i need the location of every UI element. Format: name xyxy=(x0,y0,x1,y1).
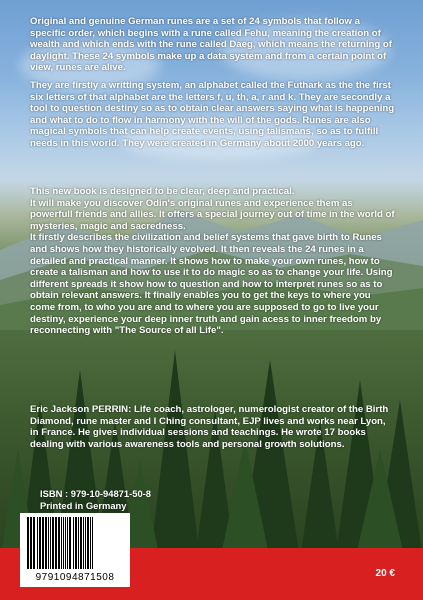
barcode-bar xyxy=(30,517,32,569)
barcode-bar xyxy=(90,517,91,569)
barcode-bar xyxy=(33,517,35,569)
rune-introduction xyxy=(30,16,395,156)
barcode-bar xyxy=(83,517,84,569)
barcode-bar xyxy=(45,517,47,569)
barcode-bar xyxy=(58,517,60,569)
intro-paragraph-2: They are firstly a writting system, an alphabet called the Futhark as the the first six letters of that alphabet are the letters f, u, th, a, r and k. They are secondly a tool to question destiny so as to obtain clear answers saying what is happening and what to do to flow in harmony with the will of the gods. Runes are also magical symbols that can help create events, using talismans, so as to fulfill needs in this world. They were created in Germany about 2000 years ago. xyxy=(30,79,395,149)
barcode-bar xyxy=(75,517,77,569)
intro-paragraph-1: Original and genuine German runes are a set of 24 symbols that follow a specific order, which begins with a rune called Fehu, meaning the creation of wealth and which ends with the rune called Daeg, which means the returning of daylight. These 24 symbols make up a data system and from a certain point of view, runes are alive. xyxy=(30,16,392,74)
barcode-bar xyxy=(69,517,71,569)
barcode-bar xyxy=(92,517,93,569)
barcode-bar xyxy=(67,517,68,569)
barcode-bar xyxy=(42,517,44,569)
barcode-bar xyxy=(50,517,51,569)
barcode-bar xyxy=(48,517,49,569)
barcode-bar xyxy=(65,517,66,569)
price: 20 € xyxy=(375,568,395,579)
barcode-number: 9791094871508 xyxy=(35,572,115,583)
barcode-bars xyxy=(25,517,125,569)
barcode-bar xyxy=(52,517,54,569)
book-description xyxy=(30,186,395,343)
author-bio-text: Eric Jackson PERRIN: Life coach, astrologer, numerologist creator of the Birth Diamond, rune master and I Ching consultant, EJP lives and works near Lyon, in France. He gives individual sessions and teachings. He wrote 17 books dealing with various awareness tools and personal growth solutions. xyxy=(30,404,389,450)
barcode-bar xyxy=(63,517,64,569)
book-paragraph-1: This new book is designed to be clear, deep and practical. xyxy=(30,186,295,197)
isbn-info xyxy=(40,488,151,512)
author-bio xyxy=(30,404,395,456)
barcode-bar xyxy=(39,517,41,569)
barcode-bar xyxy=(73,517,74,569)
barcode-bar xyxy=(55,517,57,569)
barcode-bar xyxy=(80,517,82,569)
barcode-bar xyxy=(61,517,62,569)
book-paragraph-3: It firstly describes the civilization and belief systems that gave birth to Runes and shows how they historically evolved. It then reveals the 24 runes in a detailed and practical manner. It shows how to make your own runes, how to create a talisman and how to use it to do magic so as to change your life. Using different spreads it show how to question and how to interpret runes so as to obtain relevant answers. It finally enables you to get the keys to where you come from, to who you are and to where you are supposed to go to live your destiny, experience your deep inner truth and gain acess to inner freedom by reconnecting with "The Source of all Life". xyxy=(30,232,393,337)
barcode-bar xyxy=(87,517,89,569)
barcode-bar xyxy=(78,517,79,569)
printed-in: Printed in Germany xyxy=(40,500,127,511)
isbn-number: ISBN : 979-10-94871-50-8 xyxy=(40,488,151,499)
barcode xyxy=(20,513,130,587)
barcode-bar xyxy=(27,517,29,569)
barcode-bar xyxy=(85,517,86,569)
book-paragraph-2: It will make you discover Odin's original runes and experience them as powerfull friends and allies. It offers a special journey out of time in the world of mysteries, magic and sacredness. xyxy=(30,197,395,232)
barcode-bar xyxy=(37,517,38,569)
